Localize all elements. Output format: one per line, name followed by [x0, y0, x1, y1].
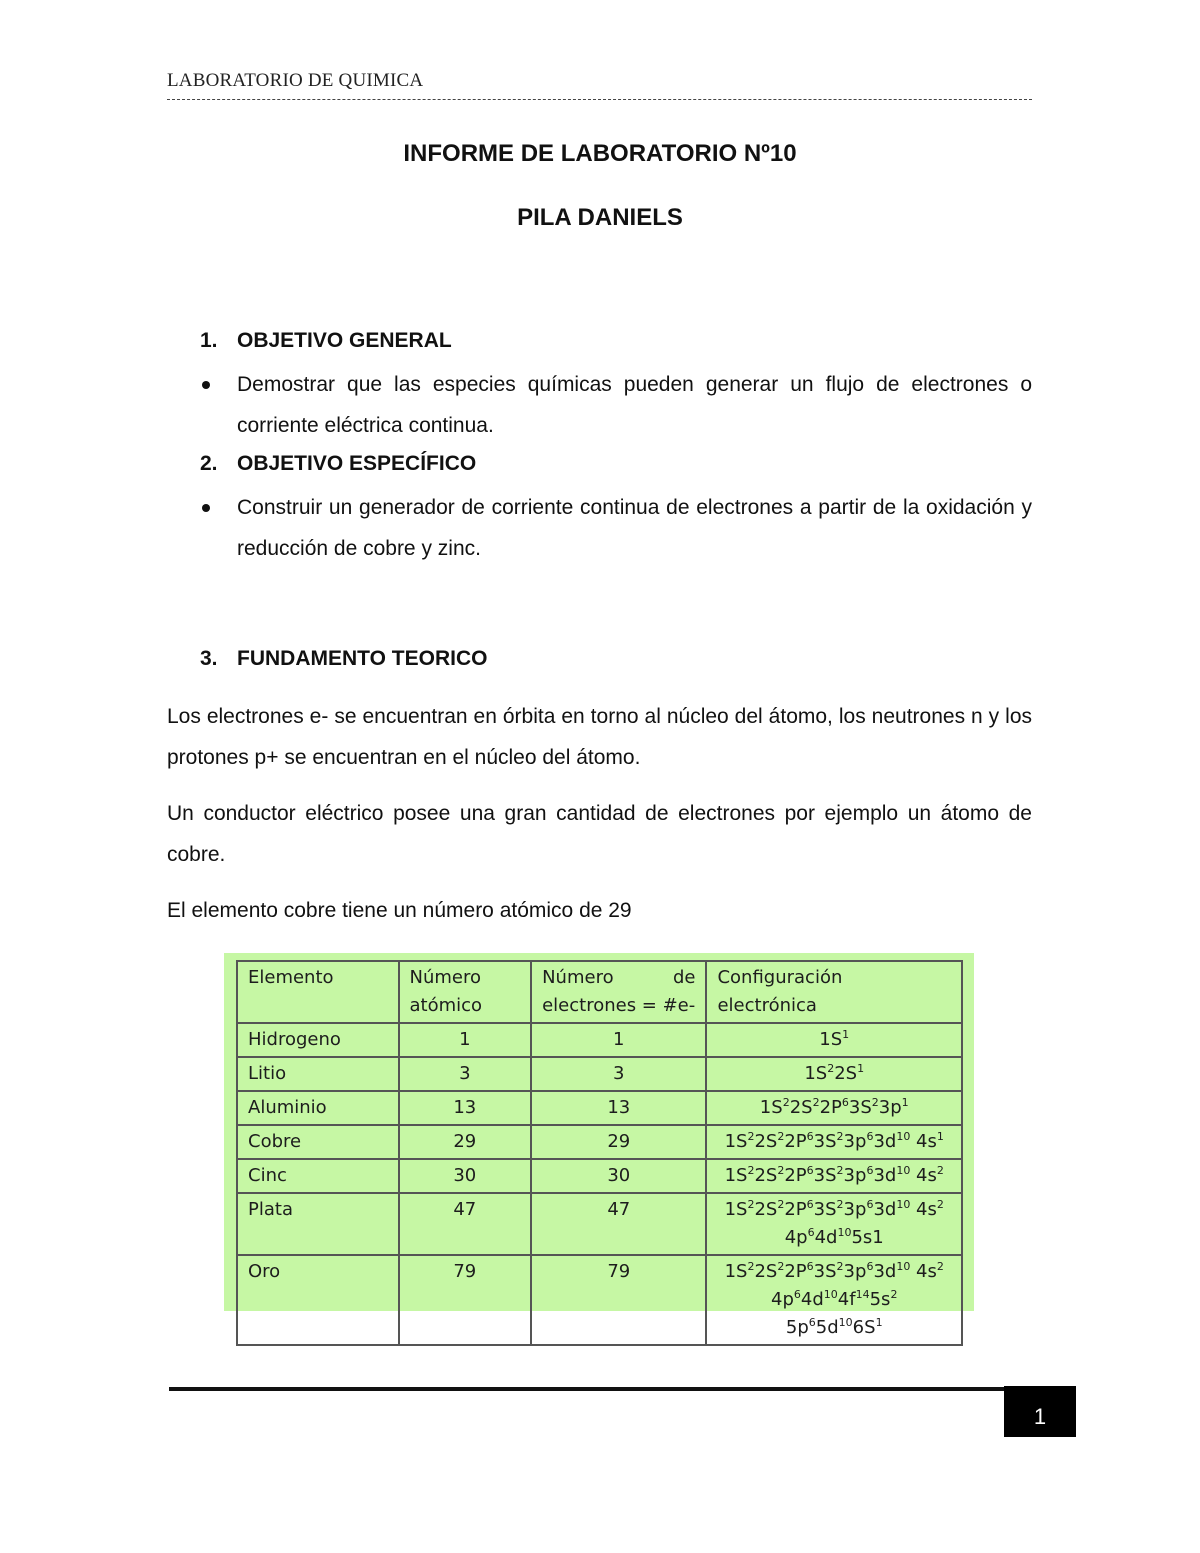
- table-row: [237, 1057, 962, 1091]
- bullet-icon: [202, 504, 210, 512]
- cell-atomic: 29: [399, 1125, 532, 1159]
- section-number: 2.: [200, 452, 218, 475]
- bullet-text: Construir un generador de corriente continua de electrones a partir de la oxidación y reducción de cobre y zinc.: [237, 496, 1032, 560]
- cell-electrons: 79: [531, 1255, 706, 1345]
- cell-electrons: 3: [531, 1057, 706, 1091]
- table-row: [237, 1193, 962, 1255]
- bullet-text: Demostrar que las especies químicas pueden generar un flujo de electrones o corriente eléctrica continua.: [237, 373, 1032, 437]
- header-electrons-line1: [542, 964, 695, 992]
- header-configuration: [706, 961, 962, 1023]
- bullet-icon: [202, 381, 210, 389]
- section-heading-fundamento-teorico: [200, 647, 487, 671]
- section-heading-objetivo-especifico: [200, 452, 476, 476]
- cell-element: Oro: [237, 1255, 399, 1345]
- paragraph-cobre: El elemento cobre tiene un número atómico de 29: [167, 899, 632, 922]
- cell-configuration: $1S^22S^22P^63S^23p^1$: [706, 1091, 962, 1125]
- electron-config-table-background: [224, 953, 974, 1338]
- cell-electrons: 47: [531, 1193, 706, 1255]
- cell-element: Plata: [237, 1193, 399, 1255]
- cell-element: Cinc: [237, 1159, 399, 1193]
- header-electrons-word2: de: [672, 967, 696, 988]
- section-number: 3.: [200, 647, 218, 670]
- header-config-line2: electrónica: [717, 995, 817, 1016]
- section-number: 1.: [200, 329, 218, 352]
- paragraph-electrones: Los electrones e- se encuentran en órbita en torno al núcleo del átomo, los neutrones n y los protones p+ se encuentran en el núcleo del átomo.: [167, 705, 1032, 769]
- cell-configuration: $1S^22S^22P^63S^23p^63d^{10}$ $4s^2$ $4p^64d^{10}4f^{14}5s^2$ $5p^65d^{10}6S^1$: [706, 1255, 962, 1345]
- cell-configuration: $1S^22S^22P^63S^23p^63d^{10}$ $4s^2$: [706, 1159, 962, 1193]
- table-header-row: [237, 961, 962, 1023]
- cell-atomic: 13: [399, 1091, 532, 1125]
- cell-electrons: 29: [531, 1125, 706, 1159]
- bullet-item: [200, 364, 1032, 446]
- cell-configuration: $1S^22S^22P^63S^23p^63d^{10}$ $4s^1$: [706, 1125, 962, 1159]
- header-divider: [167, 99, 1032, 100]
- report-subtitle: PILA DANIELS: [517, 204, 683, 231]
- header-atomic-line2: atómico: [409, 995, 483, 1016]
- bullet-item: [200, 487, 1032, 569]
- cell-electrons: 1: [531, 1023, 706, 1057]
- cell-element: Cobre: [237, 1125, 399, 1159]
- header-electrons-line2: electrones = #e-: [542, 995, 696, 1016]
- table-row: [237, 1159, 962, 1193]
- table-row: [237, 1255, 962, 1345]
- section-title: FUNDAMENTO TEORICO: [237, 647, 488, 670]
- cell-configuration: $1S^22S^22P^63S^23p^63d^{10}$ $4s^2$ $4p^64d^{10}5s1$: [706, 1193, 962, 1255]
- section-title: OBJETIVO ESPECÍFICO: [237, 452, 477, 475]
- section-title: OBJETIVO GENERAL: [237, 329, 452, 352]
- cell-element: Hidrogeno: [237, 1023, 399, 1057]
- paragraph-conductor: Un conductor eléctrico posee una gran cantidad de electrones por ejemplo un átomo de cobre.: [167, 802, 1032, 866]
- table-row: [237, 1091, 962, 1125]
- table-row: [237, 1125, 962, 1159]
- cell-element: Aluminio: [237, 1091, 399, 1125]
- header-electron-count: [531, 961, 706, 1023]
- page-number: 1: [1004, 1386, 1076, 1437]
- header-element: Elemento: [237, 961, 399, 1023]
- cell-atomic: 79: [399, 1255, 532, 1345]
- cell-atomic: 1: [399, 1023, 532, 1057]
- cell-configuration: $1S^22S^1$: [706, 1057, 962, 1091]
- footer-rule: [169, 1387, 1005, 1391]
- cell-atomic: 30: [399, 1159, 532, 1193]
- running-header: LABORATORIO DE QUIMICA: [167, 70, 424, 91]
- report-title: INFORME DE LABORATORIO Nº10: [403, 140, 797, 167]
- section-heading-objetivo-general: [200, 329, 452, 353]
- cell-atomic: 3: [399, 1057, 532, 1091]
- cell-atomic: 47: [399, 1193, 532, 1255]
- cell-electrons: 30: [531, 1159, 706, 1193]
- table-row: [237, 1023, 962, 1057]
- header-electrons-word1: Número: [542, 967, 614, 988]
- header-atomic-line1: Número: [409, 967, 481, 988]
- cell-element: Litio: [237, 1057, 399, 1091]
- header-atomic-number: [399, 961, 532, 1023]
- cell-electrons: 13: [531, 1091, 706, 1125]
- header-config-line1: Configuración: [717, 967, 843, 988]
- electron-config-table: [236, 960, 963, 1346]
- cell-configuration: $1S^1$: [706, 1023, 962, 1057]
